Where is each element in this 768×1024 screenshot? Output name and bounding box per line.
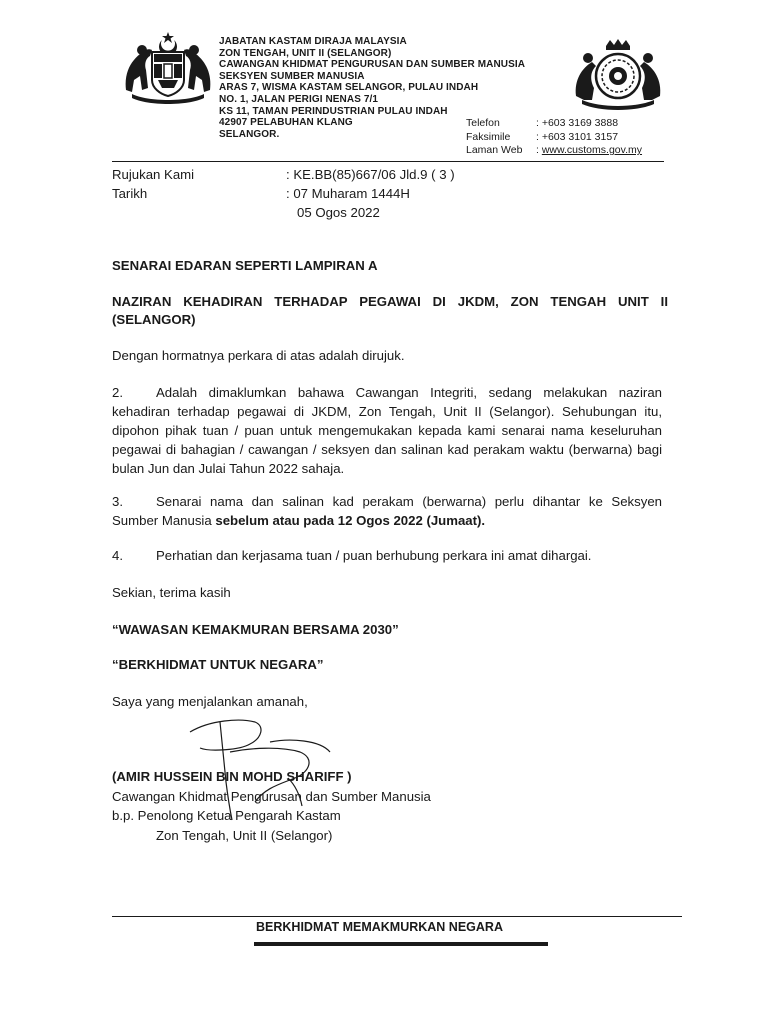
slogan-wawasan: “WAWASAN KEMAKMURAN BERSAMA 2030”: [112, 622, 399, 637]
paragraph-4: [112, 546, 672, 565]
rujukan-label: Rujukan Kami: [112, 167, 195, 182]
footer-motto: BERKHIDMAT MEMAKMURKAN NEGARA: [256, 920, 503, 934]
letterhead-line: JABATAN KASTAM DIRAJA MALAYSIA: [219, 36, 407, 47]
signatory-division: Cawangan Khidmat Pengurusan dan Sumber Manusia: [112, 788, 431, 804]
paragraph-number: 4.: [112, 548, 123, 563]
letterhead-line: KS 11, TAMAN PERINDUSTRIAN PULAU INDAH: [219, 105, 448, 117]
slogan-berkhidmat: “BERKHIDMAT UNTUK NEGARA”: [112, 657, 324, 672]
sign-off-line: Saya yang menjalankan amanah,: [112, 694, 308, 709]
telefon-label: Telefon: [466, 117, 500, 129]
subject-title: NAZIRAN KEHADIRAN TERHADAP PEGAWAI DI JKDM, ZON TENGAH UNIT II (SELANGOR): [112, 294, 668, 327]
reference-block: [112, 165, 672, 222]
faksimile-value: : +603 3101 3157: [536, 130, 619, 143]
letterhead-line: ZON TENGAH, UNIT II (SELANGOR): [219, 47, 392, 59]
rujukan-value: : KE.BB(85)667/06 Jld.9 ( 3 ): [286, 167, 455, 182]
paragraph-4-text: Perhatian dan kerjasama tuan / puan berhubung perkara ini amat dihargai.: [156, 548, 592, 563]
paragraph-3-text: Senarai nama dan salinan kad perakam (berwarna) perlu dihantar ke Seksyen Sumber Manusia: [112, 494, 662, 528]
footer-divider-top: [112, 916, 682, 917]
web-label: Laman Web: [466, 144, 523, 156]
opening-line: Dengan hormatnya perkara di atas adalah dirujuk.: [112, 348, 405, 363]
paragraph-3: [112, 492, 662, 530]
signatory-zone: Zon Tengah, Unit II (Selangor): [156, 827, 333, 843]
tarikh-label: Tarikh: [112, 186, 148, 201]
paragraph-2: [112, 383, 662, 478]
header-divider: [112, 161, 664, 162]
letterhead-line: 42907 PELABUHAN KLANG: [219, 117, 353, 129]
tarikh-masihi: 05 Ogos 2022: [297, 205, 380, 220]
closing-line: Sekian, terima kasih: [112, 585, 231, 600]
contact-block: [466, 117, 642, 158]
letterhead-line: SELANGOR.: [219, 128, 280, 140]
website-link[interactable]: www.customs.gov.my: [541, 144, 643, 156]
letterhead-line: CAWANGAN KHIDMAT PENGURUSAN DAN SUMBER MANUSIA: [219, 59, 526, 71]
telefon-value: : +603 3169 3888: [536, 117, 619, 129]
coat-of-arms-logo: [118, 30, 218, 104]
signatory-name: (AMIR HUSSEIN BIN MOHD SHARIFF ): [112, 769, 352, 784]
recipient-line: SENARAI EDARAN SEPERTI LAMPIRAN A: [112, 258, 378, 273]
signatory-block: [112, 767, 431, 845]
tarikh-hijri: : 07 Muharam 1444H: [286, 186, 410, 201]
letterhead-line: NO. 1, JALAN PERIGI NENAS 7/1: [219, 93, 379, 105]
customs-emblem-logo: [572, 38, 664, 110]
paragraph-number: 2.: [112, 385, 123, 400]
letterhead-line: SEKSYEN SUMBER MANUSIA: [219, 70, 365, 82]
deadline-text: sebelum atau pada 12 Ogos 2022 (Jumaat).: [215, 513, 486, 528]
paragraph-number: 3.: [112, 494, 123, 509]
web-separator: :: [536, 144, 542, 156]
footer-divider-bottom: [254, 942, 548, 946]
faksimile-label: Faksimile: [466, 130, 511, 143]
letterhead-line: ARAS 7, WISMA KASTAM SELANGOR, PULAU INDAH: [219, 82, 479, 94]
signatory-role: b.p. Penolong Ketua Pengarah Kastam: [112, 808, 341, 823]
paragraph-2-text: Adalah dimaklumkan bahawa Cawangan Integriti, sedang melakukan naziran kehadiran terhadap pegawai di JKDM, Zon Tengah, Unit II (Selangor). Sehubungan itu, dipohon pihak tuan / puan untuk mengemukakan kepada kami senarai nama keseluruhan pegawai di bahagian / cawangan / seksyen dan salinan kad perakam waktu (berwarna) bagi bulan Jun dan Julai Tahun 2022 sahaja.: [112, 385, 662, 476]
